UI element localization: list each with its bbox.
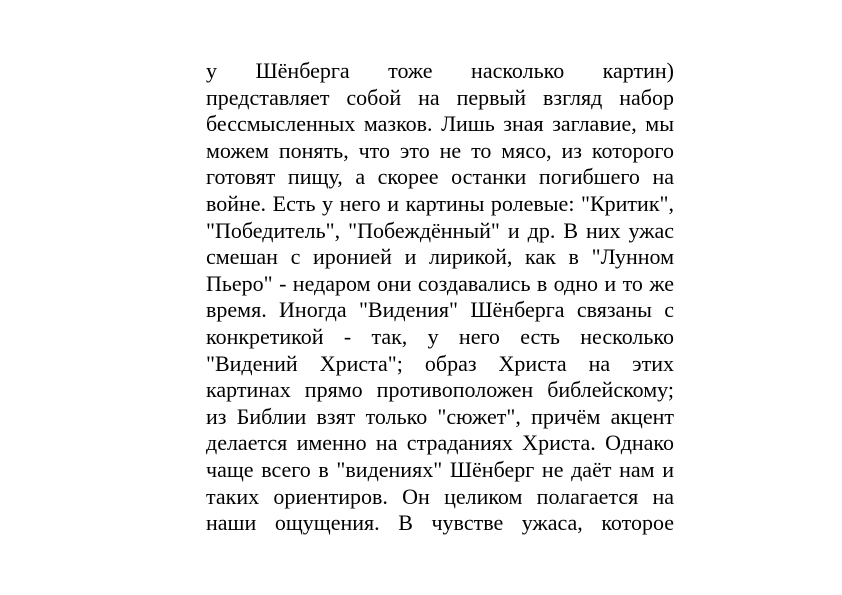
text-line: наши ощущения. В чувстве ужаса, которое	[206, 510, 674, 536]
text-line: конкретикой - так, у него есть несколько	[206, 323, 674, 349]
text-line: готовят пищу, а скорее останки погибшего на	[206, 164, 674, 190]
text-line: представляет собой на первый взгляд набор	[206, 84, 674, 110]
text-line: можем понять, что это не то мясо, из которого	[206, 137, 674, 163]
text-line: чаще всего в "видениях" Шёнберг не даёт нам и	[206, 456, 674, 482]
text-line: Пьеро" - недаром они создавались в одно и то же	[206, 270, 674, 296]
text-line: время. Иногда "Видения" Шёнберга связаны с	[206, 297, 674, 323]
text-line: делается именно на страданиях Христа. Однако	[206, 430, 674, 456]
text-line: "Видений Христа"; образ Христа на этих	[206, 350, 674, 376]
text-line: "Победитель", "Побеждённый" и др. В них ужас	[206, 217, 674, 243]
text-line: картинах прямо противоположен библейскому;	[206, 377, 674, 403]
text-line: бессмысленных мазков. Лишь зная заглавие, мы	[206, 111, 674, 137]
text-line: войне. Есть у него и картины ролевые: "Критик",	[206, 190, 674, 216]
text-line: у Шёнберга тоже насколько картин)	[206, 58, 674, 83]
body-text	[206, 58, 674, 537]
text-line: таких ориентиров. Он целиком полагается на	[206, 483, 674, 509]
text-line: из Библии взят только "сюжет", причём акцент	[206, 403, 674, 429]
text-line: смешан с иронией и лирикой, как в "Лунном	[206, 244, 674, 270]
